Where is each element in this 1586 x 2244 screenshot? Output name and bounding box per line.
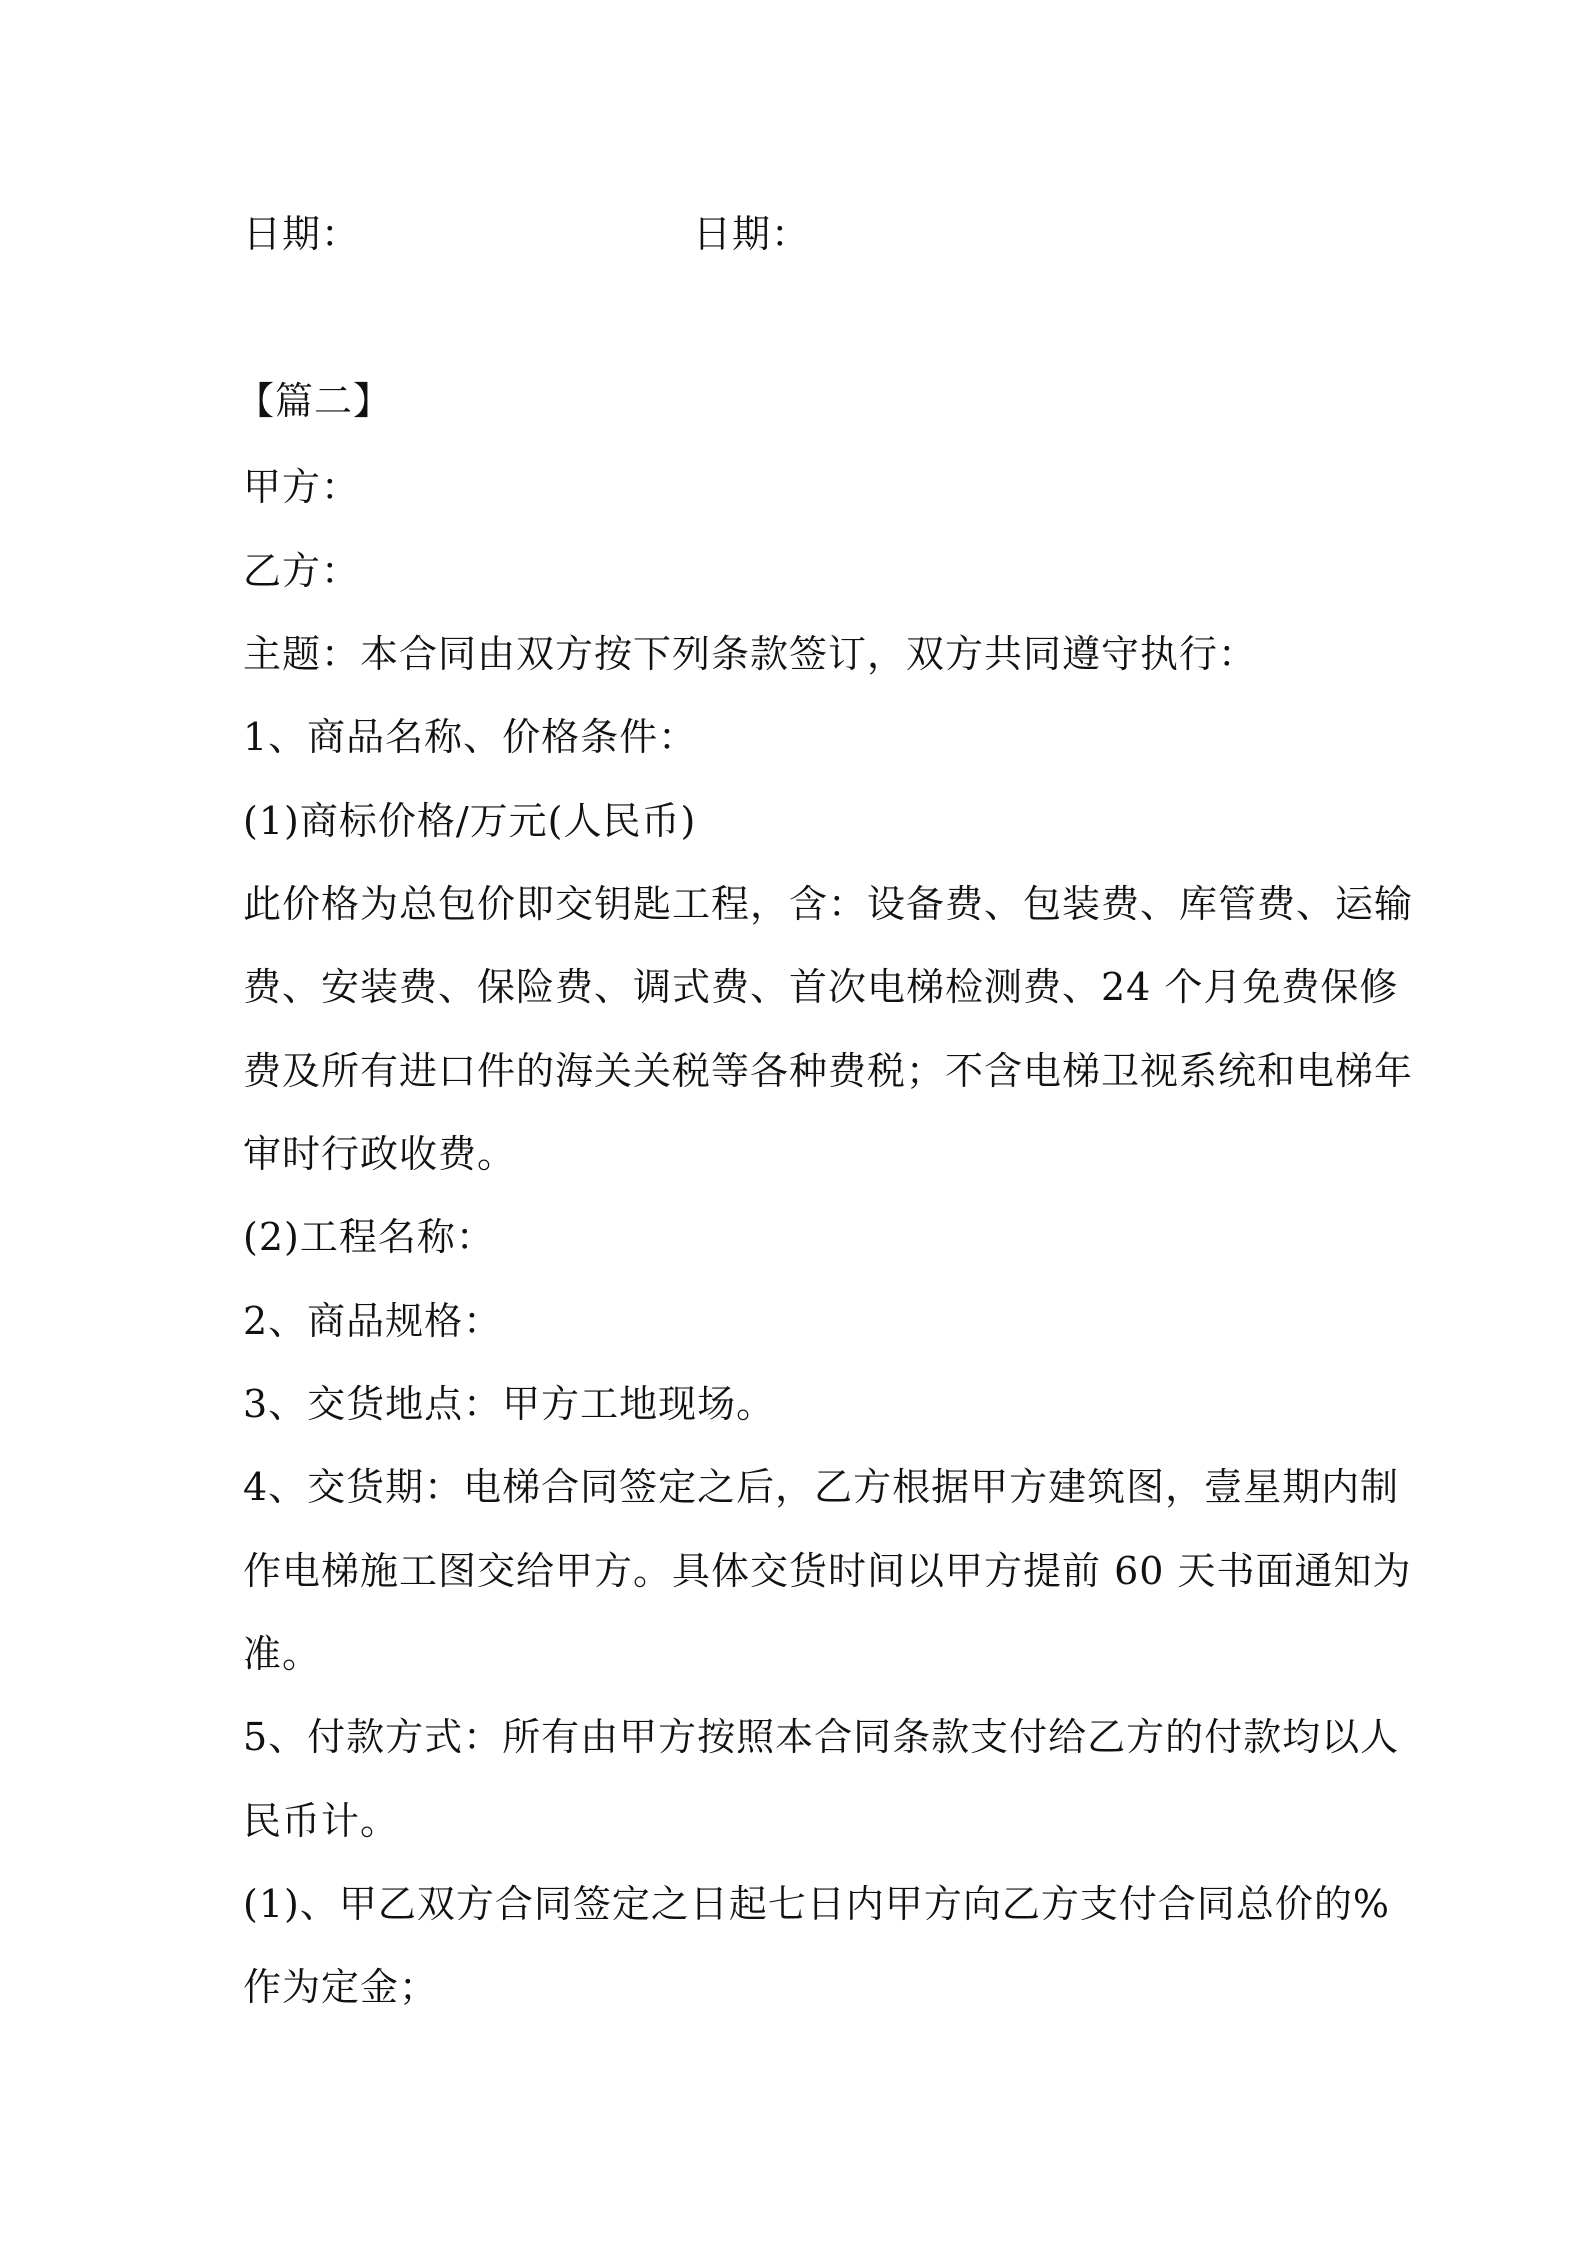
paragraph-line: 审时行政收费。 — [243, 1132, 517, 1176]
paragraph-line: 作为定金； — [243, 1965, 439, 2009]
clause-3-heading: 3、交货地点：甲方工地现场。 — [243, 1382, 776, 1426]
date-label-party-b: 日期： — [693, 212, 811, 256]
subject-line: 主题：本合同由双方按下列条款签订，双方共同遵守执行： — [243, 632, 1258, 676]
clause-2-heading: 2、商品规格： — [243, 1299, 503, 1343]
paragraph-line: 作电梯施工图交给甲方。具体交货时间以甲方提前 60 天书面通知为 — [243, 1549, 1412, 1593]
section-heading: 【篇二】 — [236, 379, 393, 423]
clause-5-line: 5、付款方式：所有由甲方按照本合同条款支付给乙方的付款均以人 — [243, 1715, 1400, 1759]
paragraph-line: 费及所有进口件的海关关税等各种费税；不含电梯卫视系统和电梯年 — [243, 1049, 1414, 1093]
paragraph-line: 费、安装费、保险费、调式费、首次电梯检测费、24 个月免费保修 — [243, 965, 1399, 1009]
clause-1-item-1: (1)商标价格/万元(人民币) — [243, 799, 697, 843]
clause-1-item-2: (2)工程名称： — [243, 1215, 495, 1259]
paragraph-line: 此价格为总包价即交钥匙工程，含：设备费、包装费、库管费、运输 — [243, 882, 1414, 926]
clause-5-item-1: (1)、甲乙双方合同签定之日起七日内甲方向乙方支付合同总价的% — [243, 1882, 1390, 1926]
paragraph-line: 准。 — [243, 1632, 322, 1676]
party-b-line: 乙方： — [243, 549, 361, 593]
party-a-line: 甲方： — [243, 465, 361, 509]
date-label-party-a: 日期： — [243, 212, 361, 256]
paragraph-line: 民币计。 — [243, 1799, 400, 1843]
signature-date-row — [243, 208, 1363, 260]
clause-4-line: 4、交货期：电梯合同签定之后，乙方根据甲方建筑图，壹星期内制 — [243, 1465, 1400, 1509]
clause-1-heading: 1、商品名称、价格条件： — [243, 715, 698, 759]
